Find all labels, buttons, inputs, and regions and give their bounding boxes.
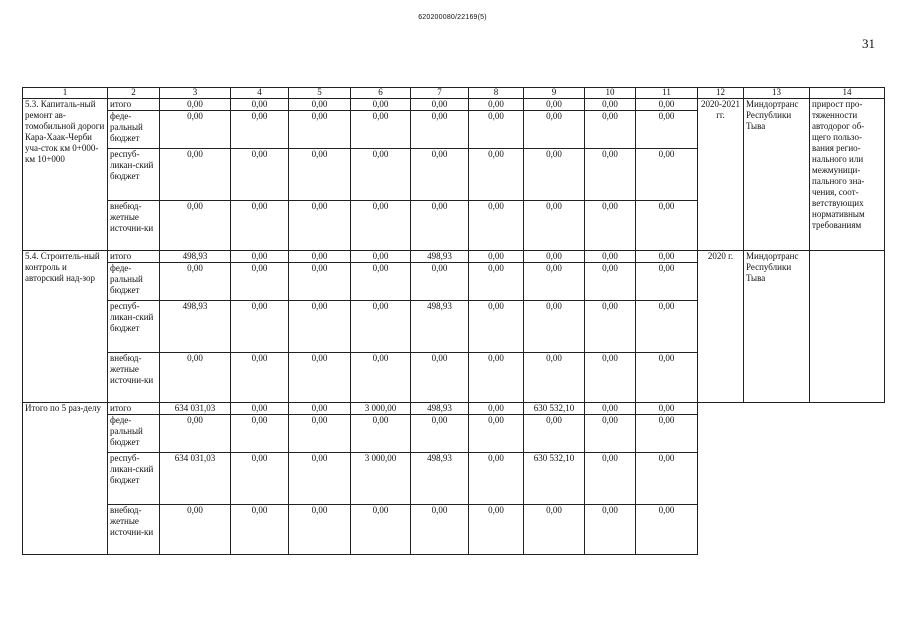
amount-cell: 0,00 [289, 415, 351, 453]
empty-cell [698, 403, 885, 555]
amount-cell: 498,93 [411, 301, 469, 353]
amount-cell: 498,93 [411, 453, 469, 505]
funding-source-label: респуб-ликан-ский бюджет [108, 301, 160, 353]
amount-cell: 0,00 [289, 353, 351, 403]
amount-cell: 0,00 [289, 251, 351, 263]
amount-cell: 0,00 [585, 403, 636, 415]
amount-cell: 0,00 [231, 301, 289, 353]
amount-cell: 0,00 [469, 453, 524, 505]
amount-cell: 0,00 [160, 201, 231, 251]
amount-cell: 0,00 [289, 201, 351, 251]
column-header: 4 [231, 88, 289, 99]
amount-cell: 0,00 [231, 415, 289, 453]
amount-cell: 0,00 [289, 301, 351, 353]
column-header: 1 [23, 88, 108, 99]
amount-cell: 0,00 [636, 111, 698, 149]
amount-cell: 0,00 [411, 149, 469, 201]
amount-cell: 0,00 [411, 353, 469, 403]
amount-cell: 0,00 [524, 505, 585, 555]
funding-source-label: феде-ральный бюджет [108, 263, 160, 301]
table-row [23, 251, 885, 263]
amount-cell: 498,93 [160, 251, 231, 263]
amount-cell: 0,00 [351, 505, 411, 555]
amount-cell: 3 000,00 [351, 403, 411, 415]
amount-cell: 0,00 [231, 505, 289, 555]
amount-cell: 0,00 [636, 453, 698, 505]
amount-cell: 0,00 [160, 263, 231, 301]
amount-cell: 0,00 [289, 505, 351, 555]
amount-cell: 0,00 [231, 251, 289, 263]
amount-cell: 0,00 [469, 403, 524, 415]
amount-cell: 0,00 [411, 263, 469, 301]
amount-cell: 0,00 [585, 201, 636, 251]
amount-cell: 0,00 [160, 353, 231, 403]
amount-cell: 0,00 [351, 301, 411, 353]
amount-cell: 0,00 [160, 149, 231, 201]
amount-cell: 0,00 [469, 505, 524, 555]
column-header: 14 [810, 88, 885, 99]
measure-name: 5.3. Капиталь-ный ремонт ав-томобильной дороги Кара-Хаак-Черби уча-сток км 0+000-км 10+000 [23, 99, 108, 251]
amount-cell: 0,00 [469, 111, 524, 149]
funding-source-label: внебюд-жетные источни-ки [108, 505, 160, 555]
column-header: 8 [469, 88, 524, 99]
amount-cell: 0,00 [585, 415, 636, 453]
funding-source-label: итого [108, 251, 160, 263]
amount-cell: 0,00 [160, 505, 231, 555]
header-row [23, 88, 885, 99]
amount-cell: 0,00 [289, 99, 351, 111]
amount-cell: 0,00 [351, 415, 411, 453]
amount-cell: 0,00 [351, 149, 411, 201]
funding-source-label: итого [108, 99, 160, 111]
executor-cell: Миндортранс Республики Тыва [744, 99, 810, 251]
column-header: 6 [351, 88, 411, 99]
period-cell: 2020-2021 гг. [698, 99, 744, 251]
amount-cell: 0,00 [636, 201, 698, 251]
amount-cell: 634 031,03 [160, 403, 231, 415]
amount-cell: 498,93 [411, 251, 469, 263]
amount-cell: 0,00 [585, 263, 636, 301]
amount-cell: 0,00 [469, 301, 524, 353]
amount-cell: 0,00 [636, 353, 698, 403]
amount-cell: 0,00 [411, 505, 469, 555]
amount-cell: 0,00 [585, 453, 636, 505]
column-header: 12 [698, 88, 744, 99]
amount-cell: 0,00 [231, 149, 289, 201]
amount-cell: 0,00 [524, 415, 585, 453]
amount-cell: 0,00 [636, 149, 698, 201]
amount-cell: 0,00 [411, 415, 469, 453]
page-number: 31 [862, 36, 875, 51]
column-header: 2 [108, 88, 160, 99]
amount-cell: 0,00 [636, 403, 698, 415]
amount-cell: 0,00 [524, 301, 585, 353]
amount-cell: 0,00 [585, 99, 636, 111]
amount-cell: 0,00 [411, 99, 469, 111]
document-id: 620200080/22169(5) [418, 14, 487, 21]
column-header: 7 [411, 88, 469, 99]
amount-cell: 0,00 [231, 111, 289, 149]
amount-cell: 0,00 [231, 353, 289, 403]
amount-cell: 498,93 [411, 403, 469, 415]
result-cell [810, 251, 885, 403]
amount-cell: 0,00 [524, 149, 585, 201]
amount-cell: 0,00 [636, 415, 698, 453]
amount-cell: 0,00 [289, 149, 351, 201]
amount-cell: 0,00 [231, 453, 289, 505]
amount-cell: 0,00 [524, 99, 585, 111]
budget-table [22, 87, 885, 555]
amount-cell: 0,00 [636, 99, 698, 111]
amount-cell: 0,00 [469, 99, 524, 111]
amount-cell: 0,00 [469, 415, 524, 453]
amount-cell: 0,00 [351, 99, 411, 111]
amount-cell: 630 532,10 [524, 403, 585, 415]
column-header: 11 [636, 88, 698, 99]
funding-source-label: феде-ральный бюджет [108, 415, 160, 453]
amount-cell: 0,00 [351, 111, 411, 149]
amount-cell: 0,00 [585, 353, 636, 403]
amount-cell: 0,00 [231, 403, 289, 415]
amount-cell: 0,00 [289, 263, 351, 301]
amount-cell: 0,00 [524, 353, 585, 403]
amount-cell: 0,00 [160, 99, 231, 111]
amount-cell: 0,00 [289, 453, 351, 505]
amount-cell: 0,00 [469, 201, 524, 251]
amount-cell: 0,00 [585, 505, 636, 555]
amount-cell: 0,00 [524, 111, 585, 149]
column-header: 9 [524, 88, 585, 99]
amount-cell: 0,00 [469, 263, 524, 301]
period-cell: 2020 г. [698, 251, 744, 403]
amount-cell: 0,00 [160, 415, 231, 453]
amount-cell: 0,00 [231, 263, 289, 301]
amount-cell: 0,00 [636, 505, 698, 555]
funding-source-label: респуб-ликан-ский бюджет [108, 453, 160, 505]
amount-cell: 0,00 [636, 301, 698, 353]
amount-cell: 498,93 [160, 301, 231, 353]
amount-cell: 0,00 [289, 111, 351, 149]
amount-cell: 0,00 [411, 111, 469, 149]
funding-source-label: респуб-ликан-ский бюджет [108, 149, 160, 201]
amount-cell: 0,00 [524, 263, 585, 301]
measure-name: Итого по 5 раз-делу [23, 403, 108, 555]
amount-cell: 0,00 [585, 111, 636, 149]
result-cell: прирост про-тяженности автодорог об-щего пользо-вания регио-нального или межмуници-пального зна-чения, соот-ветствующих нормативным требованиям [810, 99, 885, 251]
amount-cell: 0,00 [411, 201, 469, 251]
amount-cell: 0,00 [469, 353, 524, 403]
amount-cell: 3 000,00 [351, 453, 411, 505]
executor-cell: Миндортранс Республики Тыва [744, 251, 810, 403]
amount-cell: 0,00 [231, 99, 289, 111]
amount-cell: 0,00 [160, 111, 231, 149]
amount-cell: 0,00 [469, 149, 524, 201]
funding-source-label: феде-ральный бюджет [108, 111, 160, 149]
funding-source-label: итого [108, 403, 160, 415]
table-row [23, 99, 885, 111]
amount-cell: 0,00 [585, 301, 636, 353]
amount-cell: 0,00 [351, 201, 411, 251]
amount-cell: 0,00 [351, 263, 411, 301]
amount-cell: 630 532,10 [524, 453, 585, 505]
amount-cell: 0,00 [469, 251, 524, 263]
table-row [23, 403, 885, 415]
column-header: 10 [585, 88, 636, 99]
amount-cell: 0,00 [231, 201, 289, 251]
amount-cell: 0,00 [524, 201, 585, 251]
measure-name: 5.4. Строитель-ный контроль и авторский над-зор [23, 251, 108, 403]
amount-cell: 0,00 [585, 149, 636, 201]
amount-cell: 634 031,03 [160, 453, 231, 505]
funding-source-label: внебюд-жетные источни-ки [108, 201, 160, 251]
amount-cell: 0,00 [636, 251, 698, 263]
column-header: 13 [744, 88, 810, 99]
funding-source-label: внебюд-жетные источни-ки [108, 353, 160, 403]
amount-cell: 0,00 [351, 353, 411, 403]
column-header: 3 [160, 88, 231, 99]
amount-cell: 0,00 [585, 251, 636, 263]
amount-cell: 0,00 [524, 251, 585, 263]
amount-cell: 0,00 [351, 251, 411, 263]
amount-cell: 0,00 [289, 403, 351, 415]
column-header: 5 [289, 88, 351, 99]
amount-cell: 0,00 [636, 263, 698, 301]
